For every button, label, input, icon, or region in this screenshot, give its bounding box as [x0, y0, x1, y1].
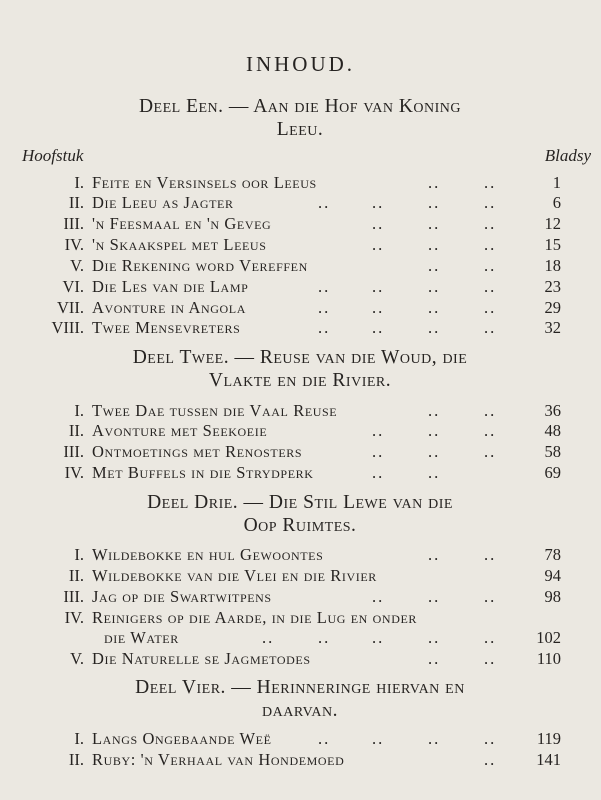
- page-number: 29: [544, 298, 561, 317]
- chapter-title: Die Leeu as Jagter: [92, 193, 234, 212]
- page-number: 102: [536, 628, 561, 647]
- chapter-title: Twee Dae tussen die Vaal Reuse: [92, 401, 338, 420]
- page-title: INHOUD.: [245, 52, 356, 76]
- column-head-page: Bladsy: [544, 146, 591, 165]
- chapter-title: Twee Mensevreters: [92, 318, 241, 337]
- part-title-line: Deel Een. — Aan die Hof van Koning: [138, 96, 462, 117]
- chapter-title: Jag op die Swartwitpens: [92, 587, 272, 606]
- toc-row: [0, 172, 601, 194]
- page-number: 78: [544, 545, 561, 564]
- dot-leader: .. ..: [428, 256, 497, 275]
- page-number: 98: [544, 587, 561, 606]
- page-number: 69: [544, 463, 561, 482]
- chapter-title: Reinigers op die Aarde, in die Lug en onder: [92, 608, 417, 627]
- page-number: 48: [544, 421, 561, 440]
- page-number: 23: [544, 277, 561, 296]
- dot-leader: .. .. .. ..: [318, 298, 497, 317]
- chapter-number: IV.: [64, 608, 84, 627]
- chapter-number: VII.: [56, 298, 84, 317]
- dot-leader: .. ..: [428, 173, 497, 192]
- part-title-line: Deel Twee. — Reuse van die Woud, die: [132, 347, 468, 368]
- chapter-number: II.: [68, 750, 84, 769]
- part-heading-1: [40, 95, 560, 141]
- dot-leader: .. .. .. ..: [318, 193, 497, 212]
- dot-leader: .. ..: [428, 545, 497, 564]
- toc-row: [0, 420, 601, 442]
- page-number: 94: [544, 566, 561, 585]
- toc-row: [0, 648, 601, 670]
- page-number: 6: [552, 193, 561, 212]
- dot-leader: .. .. .. ..: [318, 318, 497, 337]
- part-heading-4: [40, 676, 560, 722]
- chapter-title: Ruby: 'n Verhaal van Hondemoed: [92, 750, 345, 769]
- toc-row: [0, 441, 601, 463]
- part-heading-3: [40, 491, 560, 537]
- page-number: 141: [536, 750, 561, 769]
- page-number: 1: [552, 173, 561, 192]
- chapter-number: VI.: [62, 277, 84, 296]
- chapter-title: Wildebokke en hul Gewoontes: [92, 545, 324, 564]
- chapter-number: III.: [63, 442, 84, 461]
- dot-leader: ..: [484, 750, 497, 769]
- dot-leader: .. .. .. .. ..: [262, 628, 497, 647]
- page-number: 18: [544, 256, 561, 275]
- page-number: 15: [544, 235, 561, 254]
- toc-row: [0, 565, 601, 587]
- chapter-title: Ontmoetings met Renosters: [92, 442, 303, 461]
- chapter-title: Langs Ongebaande Weë: [92, 729, 272, 748]
- chapter-number: V.: [70, 649, 84, 668]
- toc-row: [0, 213, 601, 235]
- page-number: 58: [544, 442, 561, 461]
- part-title-line: Oop Ruimtes.: [243, 515, 357, 536]
- chapter-title-continued: die Water: [104, 628, 179, 647]
- chapter-title: Wildebokke van die Vlei en die Rivier: [92, 566, 377, 585]
- chapter-title: Die Rekening word Vereffen: [92, 256, 308, 275]
- toc-row: [0, 749, 601, 771]
- chapter-number: VIII.: [51, 318, 84, 337]
- toc-row: [0, 234, 601, 256]
- column-head-chapter: Hoofstuk: [22, 146, 84, 165]
- page-number: 12: [544, 214, 561, 233]
- toc-row: [0, 607, 601, 629]
- chapter-number: I.: [74, 729, 84, 748]
- chapter-number: II.: [68, 566, 84, 585]
- chapter-title: Avonture met Seekoeie: [92, 421, 268, 440]
- toc-row: [0, 192, 601, 214]
- toc-row: [0, 317, 601, 339]
- page-number: 36: [544, 401, 561, 420]
- toc-row: [0, 276, 601, 298]
- dot-leader: .. .. .. ..: [318, 277, 497, 296]
- toc-row: [0, 544, 601, 566]
- page-number: 110: [536, 649, 561, 668]
- chapter-number: V.: [70, 256, 84, 275]
- chapter-number: II.: [68, 421, 84, 440]
- dot-leader: .. ..: [428, 649, 497, 668]
- chapter-number: I.: [74, 173, 84, 192]
- chapter-title: Avonture in Angola: [92, 298, 246, 317]
- dot-leader: .. .. ..: [372, 214, 497, 233]
- chapter-title: Met Buffels in die Strydperk: [92, 463, 314, 482]
- dot-leader: .. .. .. ..: [318, 729, 497, 748]
- part-heading-2: [40, 346, 560, 392]
- toc-row: [0, 462, 601, 484]
- toc-row: [0, 255, 601, 277]
- part-title-line: Leeu.: [276, 119, 324, 140]
- dot-leader: .. .. ..: [372, 235, 497, 254]
- chapter-title: Die Naturelle se Jagmetodes: [92, 649, 311, 668]
- chapter-number: IV.: [64, 235, 84, 254]
- dot-leader: .. ..: [372, 463, 441, 482]
- dot-leader: .. .. ..: [372, 587, 497, 606]
- part-title-line: Deel Vier. — Herinneringe hiervan en: [135, 677, 465, 698]
- chapter-title: 'n Feesmaal en 'n Geveg: [92, 214, 272, 233]
- toc-row: [0, 297, 601, 319]
- part-title-line: daarvan.: [262, 700, 338, 721]
- toc-row: [0, 400, 601, 422]
- part-title-line: Vlakte en die Rivier.: [208, 370, 392, 391]
- toc-row: [0, 728, 601, 750]
- chapter-number: I.: [74, 401, 84, 420]
- dot-leader: .. .. ..: [372, 421, 497, 440]
- chapter-number: III.: [63, 587, 84, 606]
- chapter-title: 'n Skaakspel met Leeus: [92, 235, 267, 254]
- page-number: 32: [544, 318, 561, 337]
- toc-row: [0, 586, 601, 608]
- toc-row-continued: [0, 627, 601, 649]
- chapter-number: I.: [74, 545, 84, 564]
- part-title-line: Deel Drie. — Die Stil Lewe van die: [147, 492, 453, 513]
- dot-leader: .. .. ..: [372, 442, 497, 461]
- dot-leader: .. ..: [428, 401, 497, 420]
- chapter-number: IV.: [64, 463, 84, 482]
- chapter-number: II.: [68, 193, 84, 212]
- page-number: 119: [536, 729, 561, 748]
- chapter-number: III.: [63, 214, 84, 233]
- chapter-title: Feite en Versinsels oor Leeus: [92, 173, 317, 192]
- chapter-title: Die Les van die Lamp: [92, 277, 249, 296]
